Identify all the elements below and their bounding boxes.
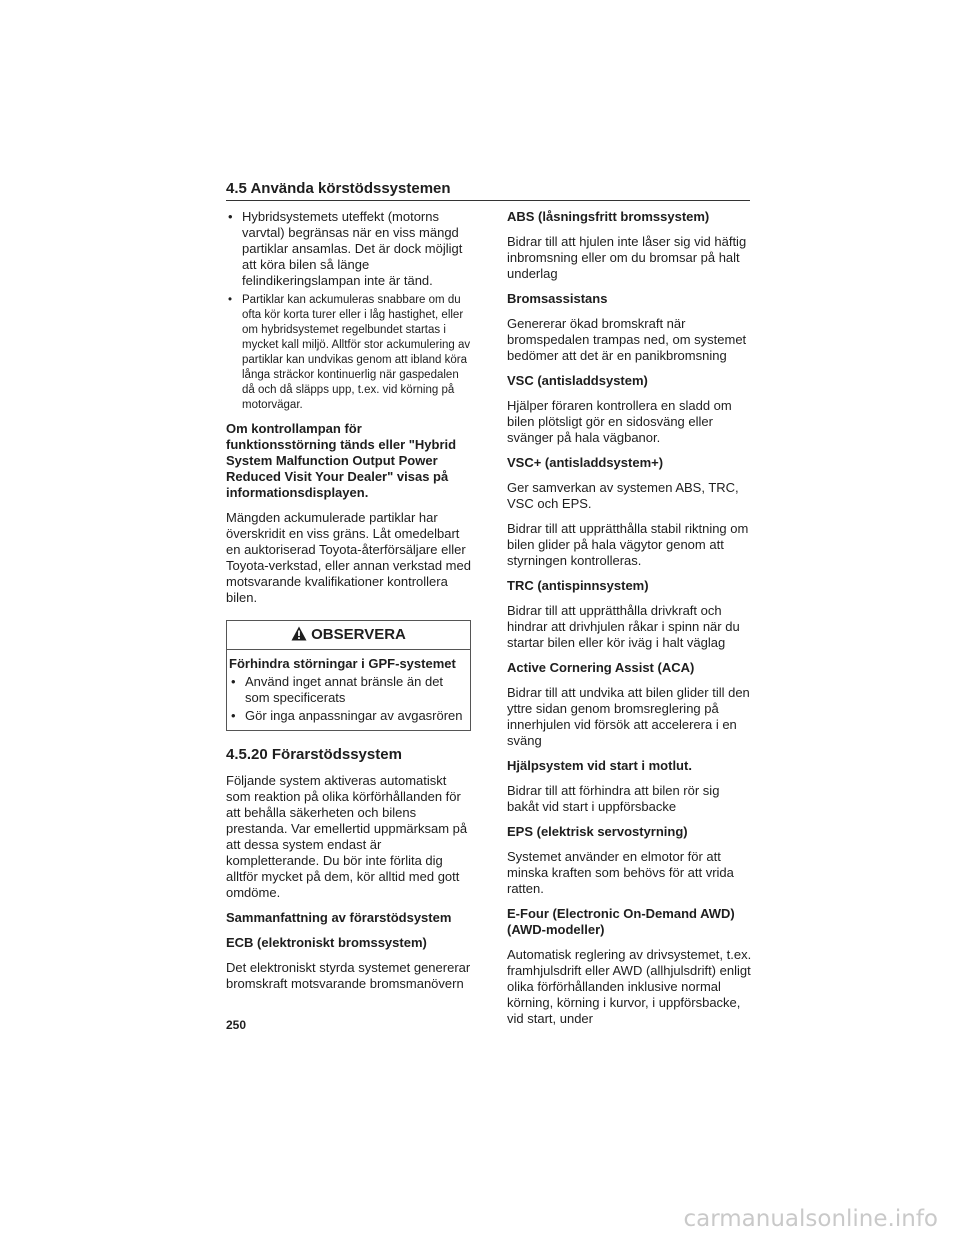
warning-title: OBSERVERA — [311, 626, 406, 643]
aca-heading: Active Cornering Assist (ACA) — [507, 660, 695, 675]
vsc-plus-heading: VSC+ (antisladdsystem+) — [507, 455, 664, 470]
aca-text: Bidrar till att undvika att bilen glider till den yttre sidan genom bromsreglering på innerhjulen vid försök att accelerera i en sväng — [507, 685, 750, 748]
abs-heading: ABS (låsningsfritt bromssystem) — [507, 209, 710, 224]
warning-item: • Gör inga anpassningar av avgasrören — [229, 708, 468, 724]
vsc-text: Hjälper föraren kontrollera en sladd om bilen plötsligt gör en sidosväng eller svänger på hala vägbanor. — [507, 398, 732, 445]
warning-list — [229, 674, 468, 724]
warning-item: • Använd inget annat bränsle än det som specificerats — [229, 674, 468, 706]
trc-text: Bidrar till att upprätthålla drivkraft och hindrar att drivhjulen råkar i spinn när du startar bilen eller kör iväg i halt väglag — [507, 603, 740, 650]
gpf-bullet-list — [226, 209, 471, 413]
malfunction-text: Mängden ackumulerade partiklar har överskridit en viss gräns. Låt omedelbart en auktoriserad Toyota-återförsäljare eller Toyota-verkstad, eller annan verkstad med motsvarande kvalifikationer kontrollera bilen. — [226, 510, 471, 605]
right-column — [507, 209, 752, 1036]
vsc-plus-text-2: Bidrar till att upprätthålla stabil riktning om bilen glider på hala vägytor genom att styrningen kontrolleras. — [507, 521, 749, 568]
warning-header — [227, 621, 470, 650]
left-column — [226, 209, 471, 1001]
page-number: 250 — [226, 1018, 247, 1032]
vsc-plus-text: Ger samverkan av systemen ABS, TRC, VSC och EPS. — [507, 480, 739, 511]
vsc-heading: VSC (antisladdsystem) — [507, 373, 648, 388]
ecb-heading: ECB (elektroniskt bromssystem) — [226, 935, 427, 950]
warning-subtitle: Förhindra störningar i GPF-systemet — [229, 656, 456, 671]
trc-heading: TRC (antispinnsystem) — [507, 578, 649, 593]
ecb-text: Det elektroniskt styrda systemet genererar bromskraft motsvarande bromsmanövern — [226, 960, 471, 991]
malfunction-heading: Om kontrollampan för funktionsstörning tänds eller "Hybrid System Malfunction Output Power Reduced Visit Your Dealer" visas på informationsdisplayen. — [226, 421, 457, 500]
abs-text: Bidrar till att hjulen inte låser sig vid häftig inbromsning eller om du bromsar på halt underlag — [507, 234, 747, 281]
hill-start-text: Bidrar till att förhindra att bilen rör sig bakåt vid start i uppförsbacke — [507, 783, 720, 814]
efour-text: Automatisk reglering av drivsystemet, t.ex. framhjulsdrift eller AWD (allhjulsdrift) enligt olika förförhållanden inklusive normal körning, körning i kurvor, i uppförsbacke, vid start, under — [507, 947, 752, 1026]
efour-heading: E-Four (Electronic On-Demand AWD) (AWD-modeller) — [507, 906, 735, 937]
hill-start-heading: Hjälpsystem vid start i motlut. — [507, 758, 692, 773]
brake-assist-heading: Bromsassistans — [507, 291, 608, 306]
eps-text: Systemet använder en elmotor för att minska kraften som behövs för att vrida ratten. — [507, 849, 734, 896]
header-divider — [226, 200, 750, 201]
bullet-item: • Partiklar kan ackumuleras snabbare om du ofta kör korta turer eller i låg hastighet, eller om hybridsystemet regelbundet startas i mycket kall miljö. Alltför stor ackumulering av partiklar kan undvikas genom att ibland köra långa sträckor kontinuerlig när gaspedalen då och då släpps upp, t.ex. vid körning på motorvägar. — [226, 293, 471, 413]
brake-assist-text: Genererar ökad bromskraft när bromspedalen trampas ned, om systemet bedömer att det är en panikbromsning — [507, 316, 747, 363]
bullet-item: • Hybridsystemets uteffekt (motorns varvtal) begränsas när en viss mängd partiklar ansamlas. Det är dock möjligt att köra bilen så länge felindikeringslampan inte är tänd. — [226, 209, 471, 289]
intro-text: Följande system aktiveras automatiskt som reaktion på olika körförhållanden för att behålla säkerheten och bilens prestanda. Var emellertid uppmärksam på att dessa system endast är kompletterande. Du bör inte förlita dig alltför mycket på dem, kör alltid med gott omdöme. — [226, 773, 468, 900]
warning-triangle-icon — [291, 626, 307, 645]
warning-box — [226, 620, 471, 731]
eps-heading: EPS (elektrisk servostyrning) — [507, 824, 688, 839]
section-heading: 4.5.20 Förarstödssystem — [226, 746, 402, 763]
section-header: 4.5 Använda körstödssystemen — [226, 180, 451, 197]
watermark: carmanualsonline.info — [683, 1206, 938, 1232]
summary-heading: Sammanfattning av förarstödsystem — [226, 910, 452, 925]
